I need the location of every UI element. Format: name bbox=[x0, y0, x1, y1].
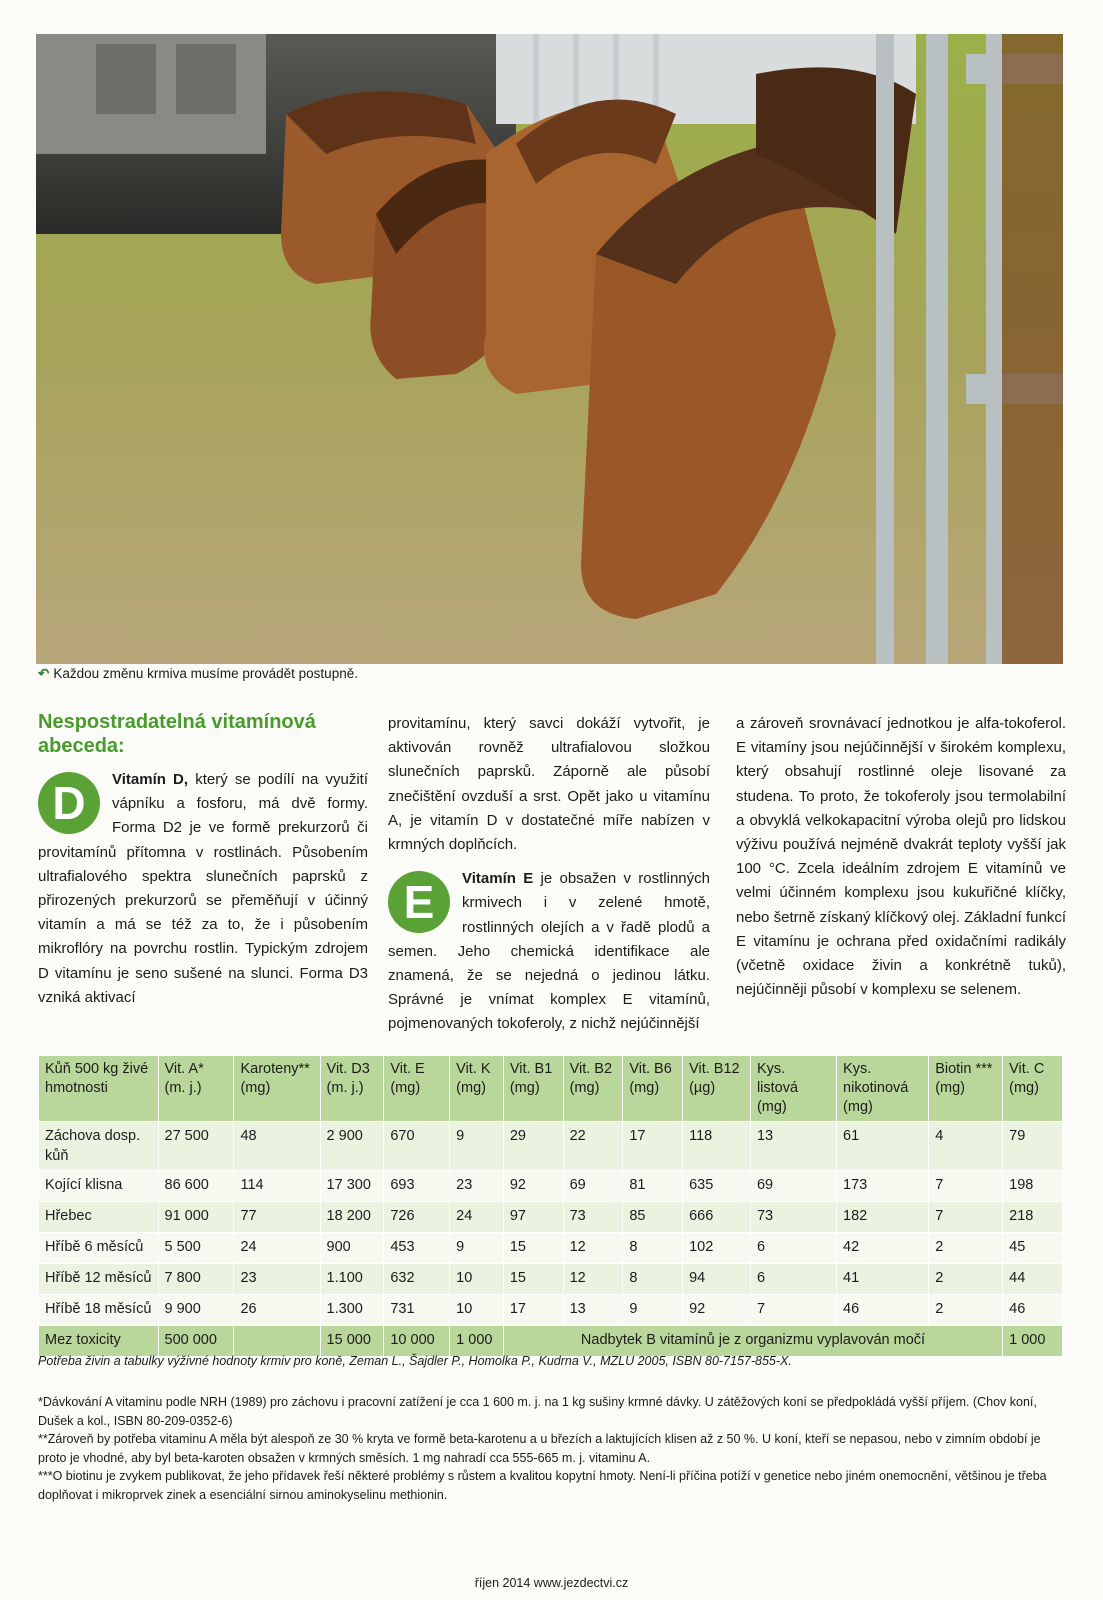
table-body bbox=[39, 1122, 1063, 1357]
table-cell: 198 bbox=[1003, 1171, 1063, 1202]
caption-arrow-icon: ↶ bbox=[38, 666, 50, 681]
row-label-cell: Hříbě 18 měsíců bbox=[39, 1295, 159, 1326]
table-cell: 7 bbox=[750, 1295, 836, 1326]
table-cell: 41 bbox=[837, 1264, 929, 1295]
table-cell: 29 bbox=[503, 1122, 563, 1171]
table-cell: 73 bbox=[563, 1202, 623, 1233]
table-cell: 2 bbox=[929, 1264, 1003, 1295]
table-cell: 4 bbox=[929, 1122, 1003, 1171]
article-column-2 bbox=[388, 712, 710, 1037]
table-cell: 218 bbox=[1003, 1202, 1063, 1233]
table-cell: 12 bbox=[563, 1233, 623, 1264]
table-cell: 17 300 bbox=[320, 1171, 384, 1202]
page-footer: říjen 2014 www.jezdectvi.cz bbox=[474, 1576, 629, 1590]
table-cell: 13 bbox=[563, 1295, 623, 1326]
toxicity-vit-a: 500 000 bbox=[158, 1326, 234, 1357]
dropcap-d: D bbox=[38, 772, 100, 834]
table-cell: 114 bbox=[234, 1171, 320, 1202]
table-row bbox=[39, 1233, 1063, 1264]
table-header-row bbox=[39, 1056, 1063, 1122]
toxicity-vit-c: 1 000 bbox=[1003, 1326, 1063, 1357]
table-cell: 17 bbox=[623, 1122, 683, 1171]
table-cell: 182 bbox=[837, 1202, 929, 1233]
table-cell: 670 bbox=[384, 1122, 450, 1171]
table-header: Vit. D3 (m. j.) bbox=[320, 1056, 384, 1122]
row-label-cell: Hřebec bbox=[39, 1202, 159, 1233]
table-row bbox=[39, 1122, 1063, 1171]
table-cell: 1.100 bbox=[320, 1264, 384, 1295]
row-label-cell: Kojící klisna bbox=[39, 1171, 159, 1202]
table-cell: 1.300 bbox=[320, 1295, 384, 1326]
table-cell: 9 900 bbox=[158, 1295, 234, 1326]
row-label-cell: Hříbě 6 měsíců bbox=[39, 1233, 159, 1264]
table-cell: 79 bbox=[1003, 1122, 1063, 1171]
toxicity-karoteny bbox=[234, 1326, 320, 1357]
vitamin-d-text: který se podílí na využití vápníku a fosforu, má dvě formy. Forma D2 je ve formě prekurzorů či provitamínů přítomna v rostlinách. Působením ultrafialového spektra slunečních paprsků z přirozených prekurzorů se přeměňují v účinný vitamín a má se též za to, že i působením mikroflóry na povrchu rostlin. Typickým zdrojem D vitamínu je seno sušené na slunci. Forma D3 vzniká aktivací bbox=[38, 771, 369, 1006]
toxicity-row bbox=[39, 1326, 1063, 1357]
table-cell: 46 bbox=[1003, 1295, 1063, 1326]
table-header: Biotin *** (mg) bbox=[929, 1056, 1003, 1122]
table-row bbox=[39, 1171, 1063, 1202]
toxicity-vit-d3: 15 000 bbox=[320, 1326, 384, 1357]
table-header: Vit. B2 (mg) bbox=[563, 1056, 623, 1122]
vitamin-table bbox=[38, 1055, 1063, 1357]
section-heading: Nespostradatelná vitamínová abeceda: bbox=[38, 711, 316, 757]
footnote: ***O biotinu je zvykem publikovat, že jeho přídavek řeší některé problémy s růstem a kvalitou kopytní hmoty. Není-li příčina potíží v genetice nebo jiném onemocnění, většinou je třeba doplňovat i mikroprvek zinek a esenciální sirnou aminokyselinu methionin. bbox=[38, 1469, 1047, 1502]
table-cell: 46 bbox=[837, 1295, 929, 1326]
row-label-cell: Hříbě 12 měsíců bbox=[39, 1264, 159, 1295]
table-cell: 73 bbox=[750, 1202, 836, 1233]
table-cell: 7 800 bbox=[158, 1264, 234, 1295]
table-header: Vit. K (mg) bbox=[450, 1056, 504, 1122]
table-cell: 8 bbox=[623, 1233, 683, 1264]
table-cell: 8 bbox=[623, 1264, 683, 1295]
table-row bbox=[39, 1202, 1063, 1233]
photo-caption bbox=[38, 666, 358, 682]
article-column-1 bbox=[38, 710, 368, 1010]
table-cell: 118 bbox=[683, 1122, 751, 1171]
vitamin-e-text: je obsažen v rostlinných krmivech i v zelené hmotě, rostlinných olejích a v řadě plodů a semen. Jeho chemická identifikace ale znamená, že se nejedná o jedinou látku. Správné je vnímat komplex E vitamínů, pojmenovaných tokoferoly, z nichž nejúčinnější bbox=[388, 870, 710, 1033]
table-cell: 17 bbox=[503, 1295, 563, 1326]
table-cell: 726 bbox=[384, 1202, 450, 1233]
footnote: *Dávkování A vitaminu podle NRH (1989) pro záchovu i pracovní zatížení je cca 1 600 m. j. na 1 kg sušiny krmné dávky. U zátěžových koní se předpokládá vyšší příjem. (Chov koní, Dušek a kol., ISBN 80-209-0352-6) bbox=[38, 1395, 1037, 1428]
table-cell: 5 500 bbox=[158, 1233, 234, 1264]
table-header: Vit. B1 (mg) bbox=[503, 1056, 563, 1122]
table-cell: 13 bbox=[750, 1122, 836, 1171]
row-label-cell: Záchova dosp. kůň bbox=[39, 1122, 159, 1171]
table-cell: 7 bbox=[929, 1202, 1003, 1233]
table-cell: 94 bbox=[683, 1264, 751, 1295]
table-header: Vit. C (mg) bbox=[1003, 1056, 1063, 1122]
table-cell: 9 bbox=[450, 1122, 504, 1171]
table-cell: 6 bbox=[750, 1233, 836, 1264]
table-header: Karoteny** (mg) bbox=[234, 1056, 320, 1122]
table-source: Potřeba živin a tabulky výživné hodnoty krmiv pro koně, Zeman L., Šajdler P., Homolka P., Kudrna V., MZLU 2005, ISBN 80-7157-855-X. bbox=[38, 1354, 792, 1368]
table-cell: 69 bbox=[750, 1171, 836, 1202]
vitamin-d-lead: Vitamín D, bbox=[112, 771, 189, 788]
footnote: **Zároveň by potřeba vitaminu A měla být alespoň ze 30 % kryta ve formě beta-karotenu a u březích a laktujících klisen až z 50 %. U koní, kteří se nepasou, nebo v zimním období je proto je vhodné, aby byl beta-karoten obsažen v krmných směsích. 1 mg nahradí cca 555-665 m. j. vitaminu A. bbox=[38, 1432, 1041, 1465]
table-cell: 81 bbox=[623, 1171, 683, 1202]
footnotes bbox=[38, 1393, 1063, 1504]
table-cell: 15 bbox=[503, 1233, 563, 1264]
horses-photo bbox=[36, 34, 1063, 664]
table-cell: 97 bbox=[503, 1202, 563, 1233]
table-row bbox=[39, 1264, 1063, 1295]
table-cell: 666 bbox=[683, 1202, 751, 1233]
table-cell: 85 bbox=[623, 1202, 683, 1233]
table-cell: 2 bbox=[929, 1295, 1003, 1326]
article-column-3 bbox=[736, 712, 1066, 1002]
table-cell: 45 bbox=[1003, 1233, 1063, 1264]
vitamin-e-continued: a zároveň srovnávací jednotkou je alfa-tokoferol. E vitamíny jsou nejúčinnější v širokém komplexu, který obsahují rostlinné oleje lisované za studena. To proto, že tokoferoly jsou termolabilní a obvyklá velkokapacitní výroba olejů pro lidskou výživu používá nejméně dvakrát teploty vyšší jak 100 °C. Zcela ideálním zdrojem E vitamínů ve velmi účinném komplexu jsou kukuřičné klíčky, nebo šetrně získaný klíčkový olej. Základní funkcí E vitamínu je ochrana před oxidačními radikály (včetně oxidace živin a konkrétně tuků), nejúčinněji působí v komplexu se selenem. bbox=[736, 715, 1066, 999]
table-cell: 693 bbox=[384, 1171, 450, 1202]
toxicity-b-note: Nadbytek B vitamínů je z organizmu vyplavován močí bbox=[503, 1326, 1002, 1357]
table-cell: 42 bbox=[837, 1233, 929, 1264]
table-row bbox=[39, 1295, 1063, 1326]
toxicity-vit-e: 10 000 bbox=[384, 1326, 450, 1357]
table-header: Vit. E (mg) bbox=[384, 1056, 450, 1122]
table-cell: 102 bbox=[683, 1233, 751, 1264]
table-header: Kys. listová (mg) bbox=[750, 1056, 836, 1122]
table-cell: 91 000 bbox=[158, 1202, 234, 1233]
table-cell: 731 bbox=[384, 1295, 450, 1326]
table-cell: 44 bbox=[1003, 1264, 1063, 1295]
table-cell: 77 bbox=[234, 1202, 320, 1233]
table-cell: 86 600 bbox=[158, 1171, 234, 1202]
table-cell: 24 bbox=[234, 1233, 320, 1264]
table-cell: 18 200 bbox=[320, 1202, 384, 1233]
table-cell: 173 bbox=[837, 1171, 929, 1202]
table-cell: 92 bbox=[683, 1295, 751, 1326]
table-header: Vit. B6 (mg) bbox=[623, 1056, 683, 1122]
table-header: Vit. A* (m. j.) bbox=[158, 1056, 234, 1122]
table-cell: 27 500 bbox=[158, 1122, 234, 1171]
table-cell: 2 bbox=[929, 1233, 1003, 1264]
vitamin-e-block bbox=[388, 867, 710, 1036]
toxicity-label: Mez toxicity bbox=[39, 1326, 159, 1357]
vitamin-e-lead: Vitamín E bbox=[462, 870, 534, 888]
table-header: Kys. nikotinová (mg) bbox=[837, 1056, 929, 1122]
table-cell: 632 bbox=[384, 1264, 450, 1295]
table-cell: 48 bbox=[234, 1122, 320, 1171]
table-cell: 69 bbox=[563, 1171, 623, 1202]
table-cell: 61 bbox=[837, 1122, 929, 1171]
vitamin-d-continued: provitamínu, který savci dokáží vytvořit, je aktivován rovněž ultrafialovou složkou slunečních paprsků. Záporně ale působí znečištění ovzduší a srst. Opět jako u vitamínu A, je vitamín D v dostatečné míře nabízen v krmných doplňcích. bbox=[388, 715, 710, 854]
caption-text: Každou změnu krmiva musíme provádět postupně. bbox=[53, 666, 358, 681]
table-cell: 635 bbox=[683, 1171, 751, 1202]
table-cell: 15 bbox=[503, 1264, 563, 1295]
table-cell: 7 bbox=[929, 1171, 1003, 1202]
table-cell: 10 bbox=[450, 1295, 504, 1326]
table-cell: 24 bbox=[450, 1202, 504, 1233]
table-cell: 12 bbox=[563, 1264, 623, 1295]
table-cell: 23 bbox=[450, 1171, 504, 1202]
table-cell: 6 bbox=[750, 1264, 836, 1295]
table-cell: 10 bbox=[450, 1264, 504, 1295]
table-cell: 92 bbox=[503, 1171, 563, 1202]
dropcap-e: E bbox=[388, 871, 450, 933]
table-cell: 9 bbox=[450, 1233, 504, 1264]
table-header: Vit. B12 (µg) bbox=[683, 1056, 751, 1122]
toxicity-vit-k: 1 000 bbox=[450, 1326, 504, 1357]
table-cell: 900 bbox=[320, 1233, 384, 1264]
table-cell: 9 bbox=[623, 1295, 683, 1326]
table-cell: 2 900 bbox=[320, 1122, 384, 1171]
table-cell: 23 bbox=[234, 1264, 320, 1295]
table-cell: 26 bbox=[234, 1295, 320, 1326]
table-cell: 22 bbox=[563, 1122, 623, 1171]
table-header: Kůň 500 kg živé hmotnosti bbox=[39, 1056, 159, 1122]
table-cell: 453 bbox=[384, 1233, 450, 1264]
